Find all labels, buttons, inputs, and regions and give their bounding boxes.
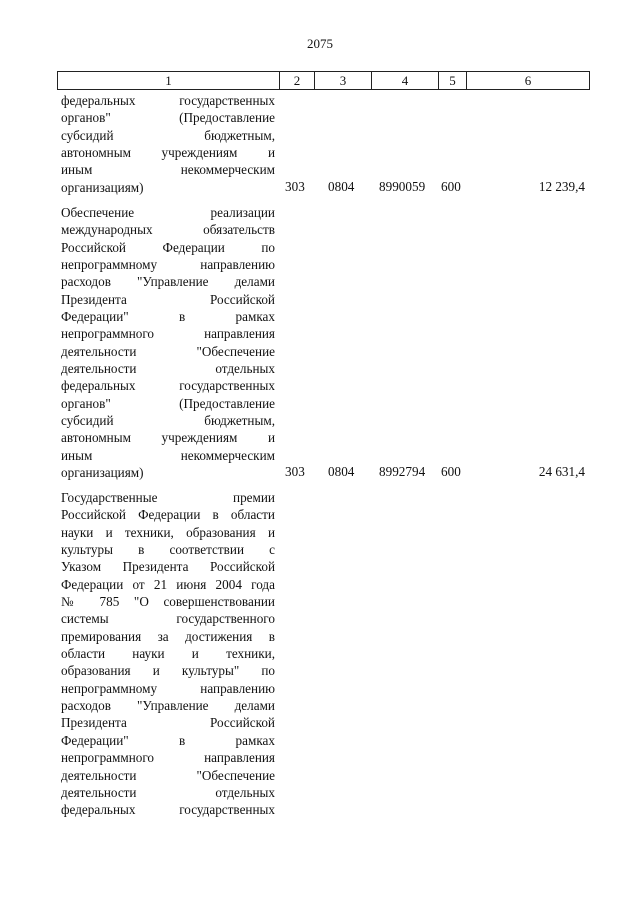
description-line: субсидий бюджетным, <box>61 127 275 143</box>
header-col-1: 1 <box>165 73 172 88</box>
description-line: организациям) <box>61 465 144 481</box>
description-line: деятельности отдельных <box>61 361 275 377</box>
description-line: деятельности отдельных <box>61 784 275 800</box>
description-line: Государственные премии <box>61 490 275 505</box>
row-1-description <box>61 92 275 196</box>
description-line: федеральных государственных <box>61 378 275 394</box>
description-line: автономным учреждениям и <box>61 430 275 446</box>
description-line: Российской Федерации по <box>61 239 275 255</box>
description-line: Российской Федерации в области <box>61 507 275 523</box>
row-2-description <box>61 204 275 482</box>
description-line: системы государственного <box>61 611 275 627</box>
description-line: органов" (Предоставление <box>61 110 275 126</box>
description-line: деятельности "Обеспечение <box>61 343 275 359</box>
row-2-col-5: 600 <box>441 464 461 479</box>
header-col-5: 5 <box>449 73 456 88</box>
table-header <box>57 71 590 90</box>
row-2-col-6: 24 631,4 <box>538 464 585 479</box>
description-line: Обеспечение реализации <box>61 205 275 220</box>
description-line: иным некоммерческим <box>61 162 275 178</box>
description-line: международных обязательств <box>61 222 275 238</box>
header-col-2: 2 <box>293 73 301 88</box>
row-3-description <box>61 489 275 819</box>
row-1-col-6: 12 239,4 <box>538 179 585 194</box>
row-2-col-4: 8992794 <box>379 464 426 479</box>
description-line: культуры в соответствии с <box>61 542 275 558</box>
description-line: Федерации" в рамках <box>61 309 275 325</box>
header-col-6: 6 <box>524 73 532 88</box>
row-1-col-2: 303 <box>285 179 305 194</box>
description-line: расходов "Управление делами <box>61 274 275 290</box>
row-2-col-2: 303 <box>285 464 305 479</box>
description-line: Указом Президента Российской <box>61 559 275 575</box>
row-1-col-5: 600 <box>441 179 461 194</box>
description-line: области науки и техники, <box>61 646 275 662</box>
description-line: иным некоммерческим <box>61 447 275 463</box>
description-line: Федерации от 21 июня 2004 года <box>61 576 275 592</box>
description-line: деятельности "Обеспечение <box>61 767 275 783</box>
header-col-3: 3 <box>339 73 347 88</box>
row-2-col-3: 0804 <box>328 464 355 479</box>
description-line: федеральных государственных <box>61 802 275 818</box>
description-line: № 785 "О совершенствовании <box>61 594 275 610</box>
description-line: непрограммному направлению <box>61 257 275 273</box>
description-line: непрограммного направления <box>61 750 275 766</box>
description-line: Президента Российской <box>61 715 275 731</box>
row-1-col-3: 0804 <box>328 179 355 194</box>
description-line: непрограммного направления <box>61 326 275 342</box>
description-line: федеральных государственных <box>61 93 275 108</box>
row-1-col-4: 8990059 <box>379 179 426 194</box>
description-line: непрограммному направлению <box>61 680 275 696</box>
description-line: Федерации" в рамках <box>61 732 275 748</box>
description-line: образования и культуры" по <box>61 663 275 679</box>
description-line: автономным учреждениям и <box>61 145 275 161</box>
page-number: 2075 <box>307 36 333 51</box>
description-line: премирования за достижения в <box>61 628 275 644</box>
description-line: субсидий бюджетным, <box>61 413 275 429</box>
description-line: организациям) <box>61 179 144 195</box>
description-line: науки и техники, образования и <box>61 524 275 540</box>
description-line: Президента Российской <box>61 291 275 307</box>
header-col-4: 4 <box>401 73 409 88</box>
description-line: органов" (Предоставление <box>61 395 275 411</box>
description-line: расходов "Управление делами <box>61 698 275 714</box>
